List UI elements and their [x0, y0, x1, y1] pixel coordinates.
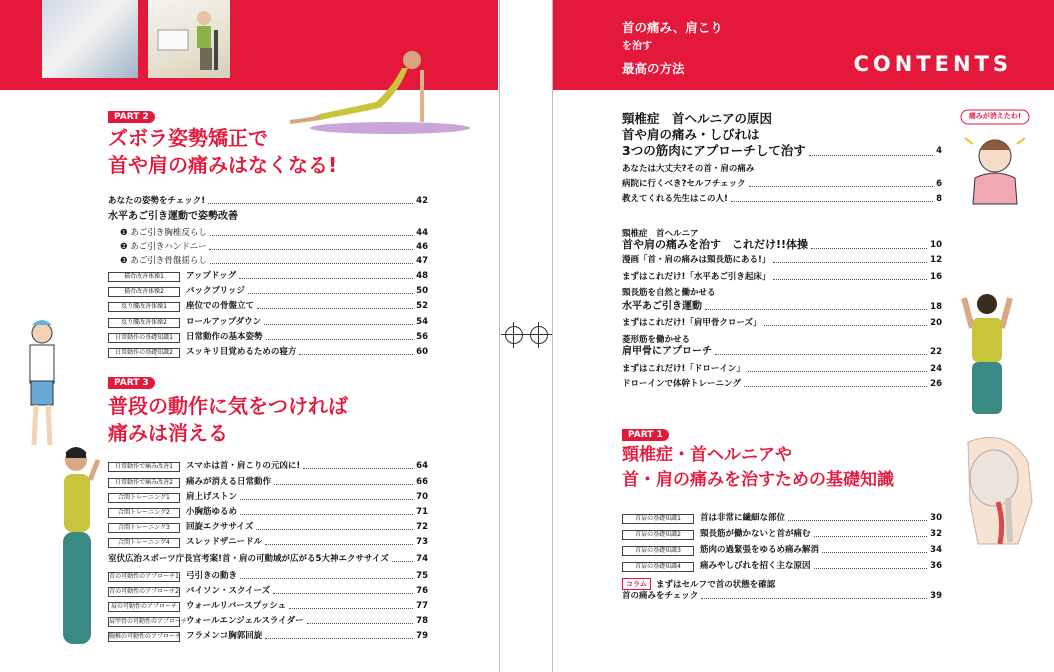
toc-entry-title: バックブリッジ — [186, 286, 245, 296]
speech-bubble-text: 痛みが消えたわ! — [968, 112, 1022, 120]
book-title-line2: を治す — [622, 41, 652, 52]
page-number: 77 — [416, 601, 428, 611]
toc-entry-title: 回旋エクササイズ — [186, 522, 254, 532]
toc-entry-title: 首は非常に繊細な部位 — [700, 513, 786, 523]
toc-entry-tag: 合間トレーニング2 — [108, 508, 180, 518]
toc-entry[interactable] — [622, 544, 942, 556]
toc-entry-title: 肩甲骨にアプローチ — [622, 346, 712, 357]
toc-entry[interactable] — [108, 570, 428, 582]
page-number: 50 — [416, 286, 428, 296]
dot-leader — [256, 529, 413, 530]
page-number: 8 — [936, 194, 942, 204]
toc-entry-tag: 合間トレーニング3 — [108, 523, 180, 533]
page-number: 34 — [930, 545, 942, 555]
toc-entry-title: ❷ あご引きハンドニー — [120, 242, 207, 252]
page-number: 66 — [416, 477, 428, 487]
dot-leader — [303, 468, 413, 469]
dot-leader — [814, 568, 928, 569]
cobra-pose-photo — [280, 48, 470, 136]
section2-title-row[interactable] — [622, 238, 942, 252]
woman-standing-photo — [48, 440, 108, 655]
page-number: 54 — [416, 317, 428, 327]
column-tag: コラム — [622, 578, 651, 590]
part2-title-line1: ズボラ姿勢矯正で — [108, 126, 268, 150]
toc-entry-tag: 肩の可動性のアプローチ — [108, 602, 180, 612]
page-number: 12 — [930, 255, 942, 265]
toc-entry-tag: 猫背改善体操1 — [108, 272, 180, 282]
dot-leader — [239, 278, 413, 279]
toc-entry[interactable] — [622, 560, 942, 572]
book-title-line3: 最高の方法 — [622, 61, 685, 76]
page-number: 10 — [930, 240, 942, 250]
dot-leader — [289, 608, 413, 609]
page-number: 18 — [930, 302, 942, 312]
toc-entry-tag: 日常動作で痛み改善2 — [108, 478, 180, 488]
part3-title-line1: 普段の動作に気をつければ — [108, 394, 348, 418]
dot-leader — [748, 371, 927, 372]
toc-entry-tag: 首の可動性のアプローチ2 — [109, 588, 179, 595]
toc-entry[interactable] — [108, 585, 428, 597]
page-number: 30 — [930, 513, 942, 523]
toc-entry-tag: 胸椎の可動性のアプローチ — [109, 633, 182, 640]
toc-entry-title: まずはこれだけ!「水平あご引き起床」 — [622, 272, 771, 282]
dot-leader — [248, 293, 413, 294]
intro-line1: 頸椎症 首ヘルニアの原因 — [622, 111, 773, 126]
part2-title-line2: 首や肩の痛みはなくなる! — [108, 153, 338, 177]
dot-leader — [208, 203, 413, 204]
page-number: 75 — [416, 571, 428, 581]
part2-tag: PART 2 — [108, 111, 155, 123]
toc-entry[interactable] — [108, 346, 428, 358]
toc-entry-title: あなたの姿勢をチェック! — [108, 196, 206, 206]
toc-entry-title: ウォールリバースプッシュ — [186, 601, 287, 611]
toc-entry-tag: 日常動作で痛み改善1 — [108, 462, 180, 472]
toc-entry-title: 痛みやしびれを招く主な原因 — [700, 561, 811, 571]
toc-entry[interactable] — [622, 287, 942, 299]
toc-entry-title: 漫画「首・肩の痛みは頸長筋にある!」 — [622, 255, 771, 265]
dot-leader — [240, 499, 413, 500]
toc-entry[interactable] — [108, 491, 428, 503]
toc-entry-tag: 首肩の基礎知識2 — [622, 530, 694, 540]
page-number: 47 — [416, 256, 428, 266]
column-heading — [622, 578, 775, 590]
dot-leader — [210, 263, 413, 264]
doctor-photo — [42, 0, 138, 78]
page-number: 76 — [416, 586, 428, 596]
page-number: 46 — [416, 242, 428, 252]
dot-leader — [773, 279, 927, 280]
dot-leader — [299, 354, 413, 355]
toc-entry[interactable] — [108, 506, 428, 518]
column-line1: まずはセルフで首の状態を確認 — [655, 580, 776, 590]
page-number: 73 — [416, 537, 428, 547]
toc-entry[interactable] — [108, 521, 428, 533]
column-line2: 首の痛みをチェック — [622, 591, 699, 601]
toc-entry-tag: 反り腰改善体操1 — [108, 302, 180, 312]
toc-entry-title: フラメンコ胸郭回旋 — [186, 631, 263, 641]
toc-entry-title: スッキリ目覚めるための寝方 — [186, 347, 297, 357]
toc-entry-title: 弓引きの動き — [186, 571, 238, 581]
dot-leader — [257, 308, 413, 309]
page-number: 4 — [936, 146, 942, 156]
toc-entry-title: 小胸筋ゆるめ — [186, 507, 238, 517]
toc-entry-tag: 日常動作の基礎知識2 — [108, 348, 180, 358]
dot-leader — [764, 325, 927, 326]
toc-entry[interactable] — [120, 255, 428, 267]
dot-leader — [209, 249, 413, 250]
part3-title-line2: 痛みは消える — [108, 421, 228, 445]
section2-title: 首や肩の痛みを治す これだけ!!体操 — [622, 238, 809, 251]
toc-entry-title: 肩上げストン — [186, 492, 238, 502]
toc-entry-tag: 日常動作の基礎知識1 — [108, 333, 180, 343]
part3-tag: PART 3 — [108, 377, 155, 389]
dot-leader — [266, 339, 414, 340]
back-pose-photo — [952, 290, 1022, 415]
page-number: 70 — [416, 492, 428, 502]
dot-leader — [814, 536, 928, 537]
toc-entry-title: 痛みが消える日常動作 — [186, 477, 272, 487]
toc-entry-tag: 肩甲骨の可動性のアプローチ — [109, 618, 188, 625]
happy-woman-illustration — [955, 108, 1035, 206]
toc-entry-tag: 首の可動性のアプローチ1 — [109, 573, 179, 580]
intro-line3: 3つの筋肉にアプローチして治す — [622, 143, 806, 158]
dot-leader — [822, 552, 927, 553]
column-row[interactable] — [622, 590, 942, 602]
toc-entry[interactable] — [622, 528, 942, 540]
page-number: 48 — [416, 271, 428, 281]
toc-entry[interactable] — [108, 600, 428, 612]
toc-entry[interactable] — [622, 334, 942, 346]
page-number: 72 — [416, 522, 428, 532]
page-number: 42 — [416, 196, 428, 206]
toc-entry[interactable] — [108, 195, 428, 207]
toc-entry[interactable] — [108, 285, 428, 297]
dot-leader — [307, 623, 414, 624]
toc-entry-tag: 首肩の基礎知識3 — [622, 546, 694, 556]
toc-entry-title: 菱形筋を働かせる — [622, 335, 691, 345]
toc-entry-tag: 首肩の基礎知識4 — [622, 562, 694, 572]
toc-entry-tag: 合間トレーニング4 — [108, 538, 180, 548]
dot-leader — [274, 484, 413, 485]
page-number: 60 — [416, 347, 428, 357]
dot-leader — [749, 186, 933, 187]
page-number: 56 — [416, 332, 428, 342]
toc-entry-title: 日常動作の基本姿勢 — [186, 332, 263, 342]
page-number: 78 — [416, 616, 428, 626]
page-number: 26 — [930, 379, 942, 389]
page-number: 6 — [936, 179, 942, 189]
toc-entry[interactable] — [120, 227, 428, 239]
woman-stretching-illustration — [10, 315, 70, 455]
intro-line2: 首や肩の痛み・しびれは — [622, 127, 760, 142]
toc-entry-title: 頸長筋を自然と働かせる — [622, 288, 716, 298]
toc-entry[interactable] — [622, 254, 942, 266]
toc-entry-title: 頸長筋が働かないと首が痛む — [700, 529, 811, 539]
dot-leader — [273, 593, 413, 594]
toc-entry-title: まずはこれだけ!「肩甲骨クローズ」 — [622, 318, 762, 328]
toc-entry-title: 室伏広治スポーツ庁長官考案!首・肩の可動域が広がる5大神エクササイズ — [108, 554, 389, 564]
part1-title-line1: 頸椎症・首ヘルニアや — [622, 445, 792, 465]
toc-entry[interactable] — [108, 270, 428, 282]
dot-leader — [744, 386, 927, 387]
dot-leader — [788, 520, 927, 521]
toc-entry-title: ドローインで体幹トレーニング — [622, 379, 741, 389]
page-number: 16 — [930, 272, 942, 282]
contents-heading: CONTENTS — [853, 52, 1012, 76]
toc-entry-title: ロールアップダウン — [186, 317, 262, 327]
registration-mark-icon — [505, 326, 523, 344]
part1-title-line2: 首・肩の痛みを治すための基礎知識 — [622, 470, 894, 490]
toc-entry[interactable] — [622, 178, 942, 190]
toc-entry-title: ウォールエンジェルスライダー — [186, 616, 304, 626]
dot-leader — [731, 201, 933, 202]
page-number: 64 — [416, 461, 428, 471]
toc-entry-title: まずはこれだけ!「ドローイン」 — [622, 364, 745, 374]
toc-entry[interactable] — [108, 536, 428, 548]
page-number: 52 — [416, 301, 428, 311]
toc-entry[interactable] — [108, 331, 428, 343]
toc-entry-tag: 猫背改善体操2 — [108, 287, 180, 297]
toc-entry[interactable] — [622, 317, 942, 329]
toc-entry-title: 教えてくれる先生はこの人! — [622, 194, 728, 204]
toc-entry[interactable] — [108, 615, 428, 627]
dot-leader — [210, 235, 413, 236]
toc-entry-title: 水平あご引き運動で姿勢改善 — [108, 211, 238, 222]
toc-entry-title: バイソン・スクイーズ — [186, 586, 271, 596]
page-number: 44 — [416, 228, 428, 238]
dot-leader — [265, 544, 413, 545]
toc-entry[interactable] — [622, 193, 942, 205]
toc-entry[interactable] — [108, 460, 428, 472]
section2-kicker: 頸椎症 首ヘルニア — [622, 229, 699, 239]
toc-entry-tag: 反り腰改善体操2 — [108, 318, 180, 328]
toc-entry-title: 病院に行くべき?セルフチェック — [622, 179, 746, 189]
toc-entry[interactable] — [120, 241, 428, 253]
dot-leader — [265, 638, 413, 639]
toc-entry-title: 筋肉の過緊張をゆるめ痛み解消 — [700, 545, 820, 555]
gutter-line — [499, 0, 500, 672]
toc-entry[interactable] — [108, 211, 428, 223]
page-number: 20 — [930, 318, 942, 328]
dot-leader — [392, 561, 413, 562]
dot-leader — [240, 578, 413, 579]
desk-posture-photo — [148, 0, 230, 78]
page-number: 22 — [930, 347, 942, 357]
toc-entry-title: 水平あご引き運動 — [622, 301, 702, 312]
page-number: 71 — [416, 507, 428, 517]
toc-entry[interactable] — [108, 553, 428, 565]
page-number: 32 — [930, 529, 942, 539]
toc-entry[interactable] — [108, 300, 428, 312]
toc-entry-title: アップドッグ — [186, 271, 237, 281]
page-number: 74 — [416, 554, 428, 564]
dot-leader — [715, 354, 927, 355]
neck-anatomy-illustration — [948, 432, 1044, 547]
toc-entry[interactable] — [622, 346, 942, 358]
toc-entry[interactable] — [622, 378, 942, 390]
toc-entry-title: 座位での骨盤立て — [186, 301, 255, 311]
dot-leader — [264, 324, 413, 325]
toc-entry[interactable] — [108, 476, 428, 488]
toc-entry-tag: 合間トレーニング1 — [108, 493, 180, 503]
book-title-line1: 首の痛み、肩こり — [622, 20, 723, 35]
toc-entry-title: ❶ あご引き胸椎反らし — [120, 228, 207, 238]
toc-entry[interactable] — [622, 271, 942, 283]
dot-leader — [705, 309, 927, 310]
toc-entry-tag: 首肩の基礎知識1 — [622, 514, 694, 524]
toc-entry-title: ❸ あご引き骨盤揺らし — [120, 256, 207, 266]
registration-mark-icon — [530, 326, 548, 344]
toc-entry-title: あなたは大丈夫?その首・肩の痛み — [622, 164, 755, 174]
page-number: 24 — [930, 364, 942, 374]
dot-leader — [240, 514, 413, 515]
intro-line3-row[interactable] — [622, 143, 942, 159]
toc-entry-title: スマホは首・肩こりの元凶に! — [186, 461, 301, 471]
toc-entry[interactable] — [622, 163, 942, 175]
toc-entry[interactable] — [108, 630, 428, 642]
toc-entry[interactable] — [622, 512, 942, 524]
gutter-line — [552, 0, 553, 672]
part1-tag: PART 1 — [622, 429, 669, 441]
page-number: 79 — [416, 631, 428, 641]
toc-entry-title: スレッドザニードル — [186, 537, 263, 547]
toc-entry[interactable] — [622, 363, 942, 375]
page-number: 36 — [930, 561, 942, 571]
toc-entry[interactable] — [622, 301, 942, 313]
toc-entry[interactable] — [108, 316, 428, 328]
dot-leader — [773, 262, 927, 263]
page-number: 39 — [930, 591, 942, 601]
